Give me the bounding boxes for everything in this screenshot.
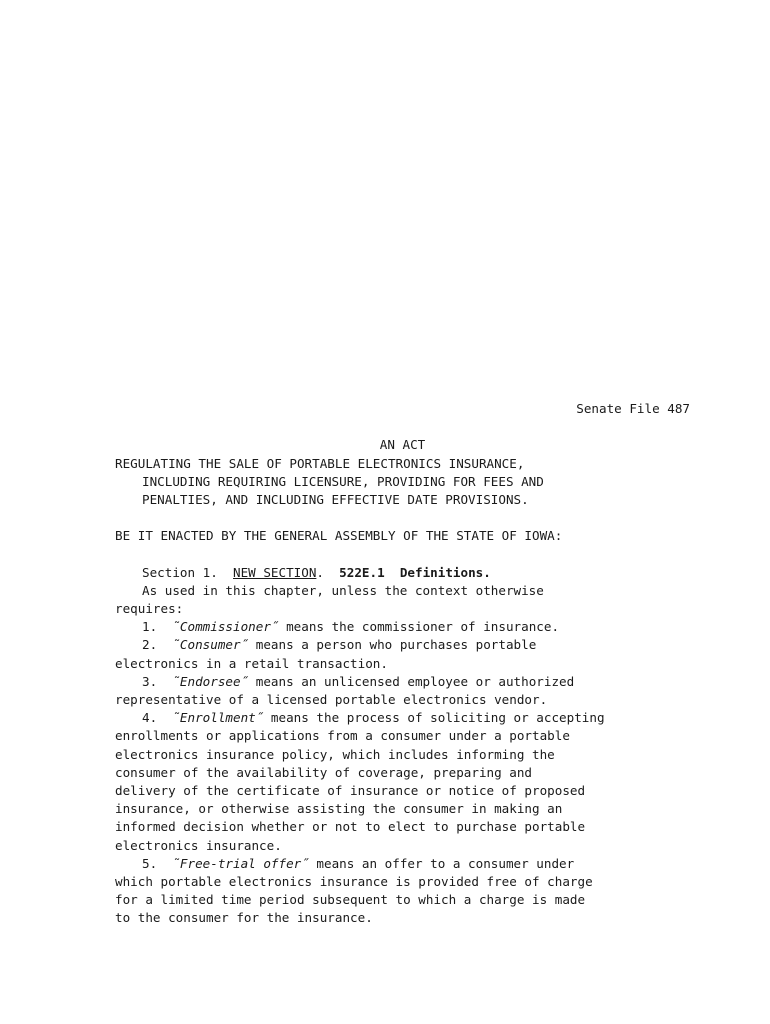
definition-item <box>115 855 690 873</box>
spacer <box>115 546 690 564</box>
definition-continuation: electronics insurance. <box>115 837 282 853</box>
definition-continuation: which portable electronics insurance is provided free of charge <box>115 873 593 889</box>
section-label: Section 1. <box>142 564 218 580</box>
definition-number: 4. <box>142 710 158 726</box>
definition-continuation: consumer of the availability of coverage, preparing and <box>115 764 533 780</box>
defined-term: ˜Endorsee˝ <box>172 673 249 689</box>
definition-continuation: informed decision whether or not to elect to purchase portable <box>115 819 586 835</box>
definition-continuation: representative of a licensed portable electronics vendor. <box>115 692 548 707</box>
definition-item <box>115 636 690 654</box>
definition-text: means an offer to a consumer under <box>308 855 575 871</box>
enacting-clause: BE IT ENACTED BY THE GENERAL ASSEMBLY OF THE STATE OF IOWA: <box>115 528 563 544</box>
definition-text: means the commissioner of insurance. <box>278 619 560 635</box>
definition-continuation: enrollments or applications from a consumer under a portable <box>115 728 570 744</box>
definition-continuation: delivery of the certificate of insurance or notice of proposed <box>115 782 586 798</box>
definition-number: 5. <box>142 855 158 871</box>
defined-term: ˜Enrollment˝ <box>172 710 264 726</box>
section-title: Definitions. <box>399 564 491 580</box>
spacer <box>115 509 690 527</box>
act-title-line-2: INCLUDING REQUIRING LICENSURE, PROVIDING FOR FEES AND <box>142 473 544 489</box>
new-section-label: NEW SECTION <box>233 564 317 580</box>
definition-continuation: to the consumer for the insurance. <box>115 910 373 926</box>
definitions-list <box>115 618 690 927</box>
definition-item <box>115 709 690 727</box>
defined-term: ˜Free-trial offer˝ <box>172 855 309 871</box>
file-number: Senate File 487 <box>576 401 690 416</box>
definition-number: 2. <box>142 637 158 653</box>
definition-continuation: electronics in a retail transaction. <box>115 655 388 671</box>
new-section-dot: . <box>316 564 324 580</box>
section-heading <box>115 564 690 582</box>
act-heading: AN ACT <box>379 437 426 453</box>
definition-continuation: insurance, or otherwise assisting the consumer in making an <box>115 801 563 817</box>
defined-term: ˜Consumer˝ <box>172 637 249 653</box>
definition-text: means an unlicensed employee or authorized <box>248 673 575 689</box>
definition-number: 1. <box>142 619 158 635</box>
section-code: 522E.1 <box>339 564 385 580</box>
spacer <box>115 418 690 436</box>
definition-continuation: electronics insurance policy, which includes informing the <box>115 746 555 762</box>
definition-text: means the process of soliciting or accepting <box>263 710 605 726</box>
act-title-line-1: REGULATING THE SALE OF PORTABLE ELECTRONICS INSURANCE, <box>115 455 525 471</box>
definition-number: 3. <box>142 673 158 689</box>
definition-continuation: for a limited time period subsequent to which a charge is made <box>115 892 586 908</box>
section-intro-line-1: As used in this chapter, unless the context otherwise <box>142 582 544 598</box>
defined-term: ˜Commissioner˝ <box>172 619 279 635</box>
section-intro-line-2: requires: <box>115 601 184 617</box>
definition-text: means a person who purchases portable <box>248 637 537 653</box>
definition-item <box>115 673 690 691</box>
document-page <box>115 400 690 927</box>
act-title-line-3: PENALTIES, AND INCLUDING EFFECTIVE DATE PROVISIONS. <box>142 491 529 507</box>
definition-item <box>115 618 690 636</box>
